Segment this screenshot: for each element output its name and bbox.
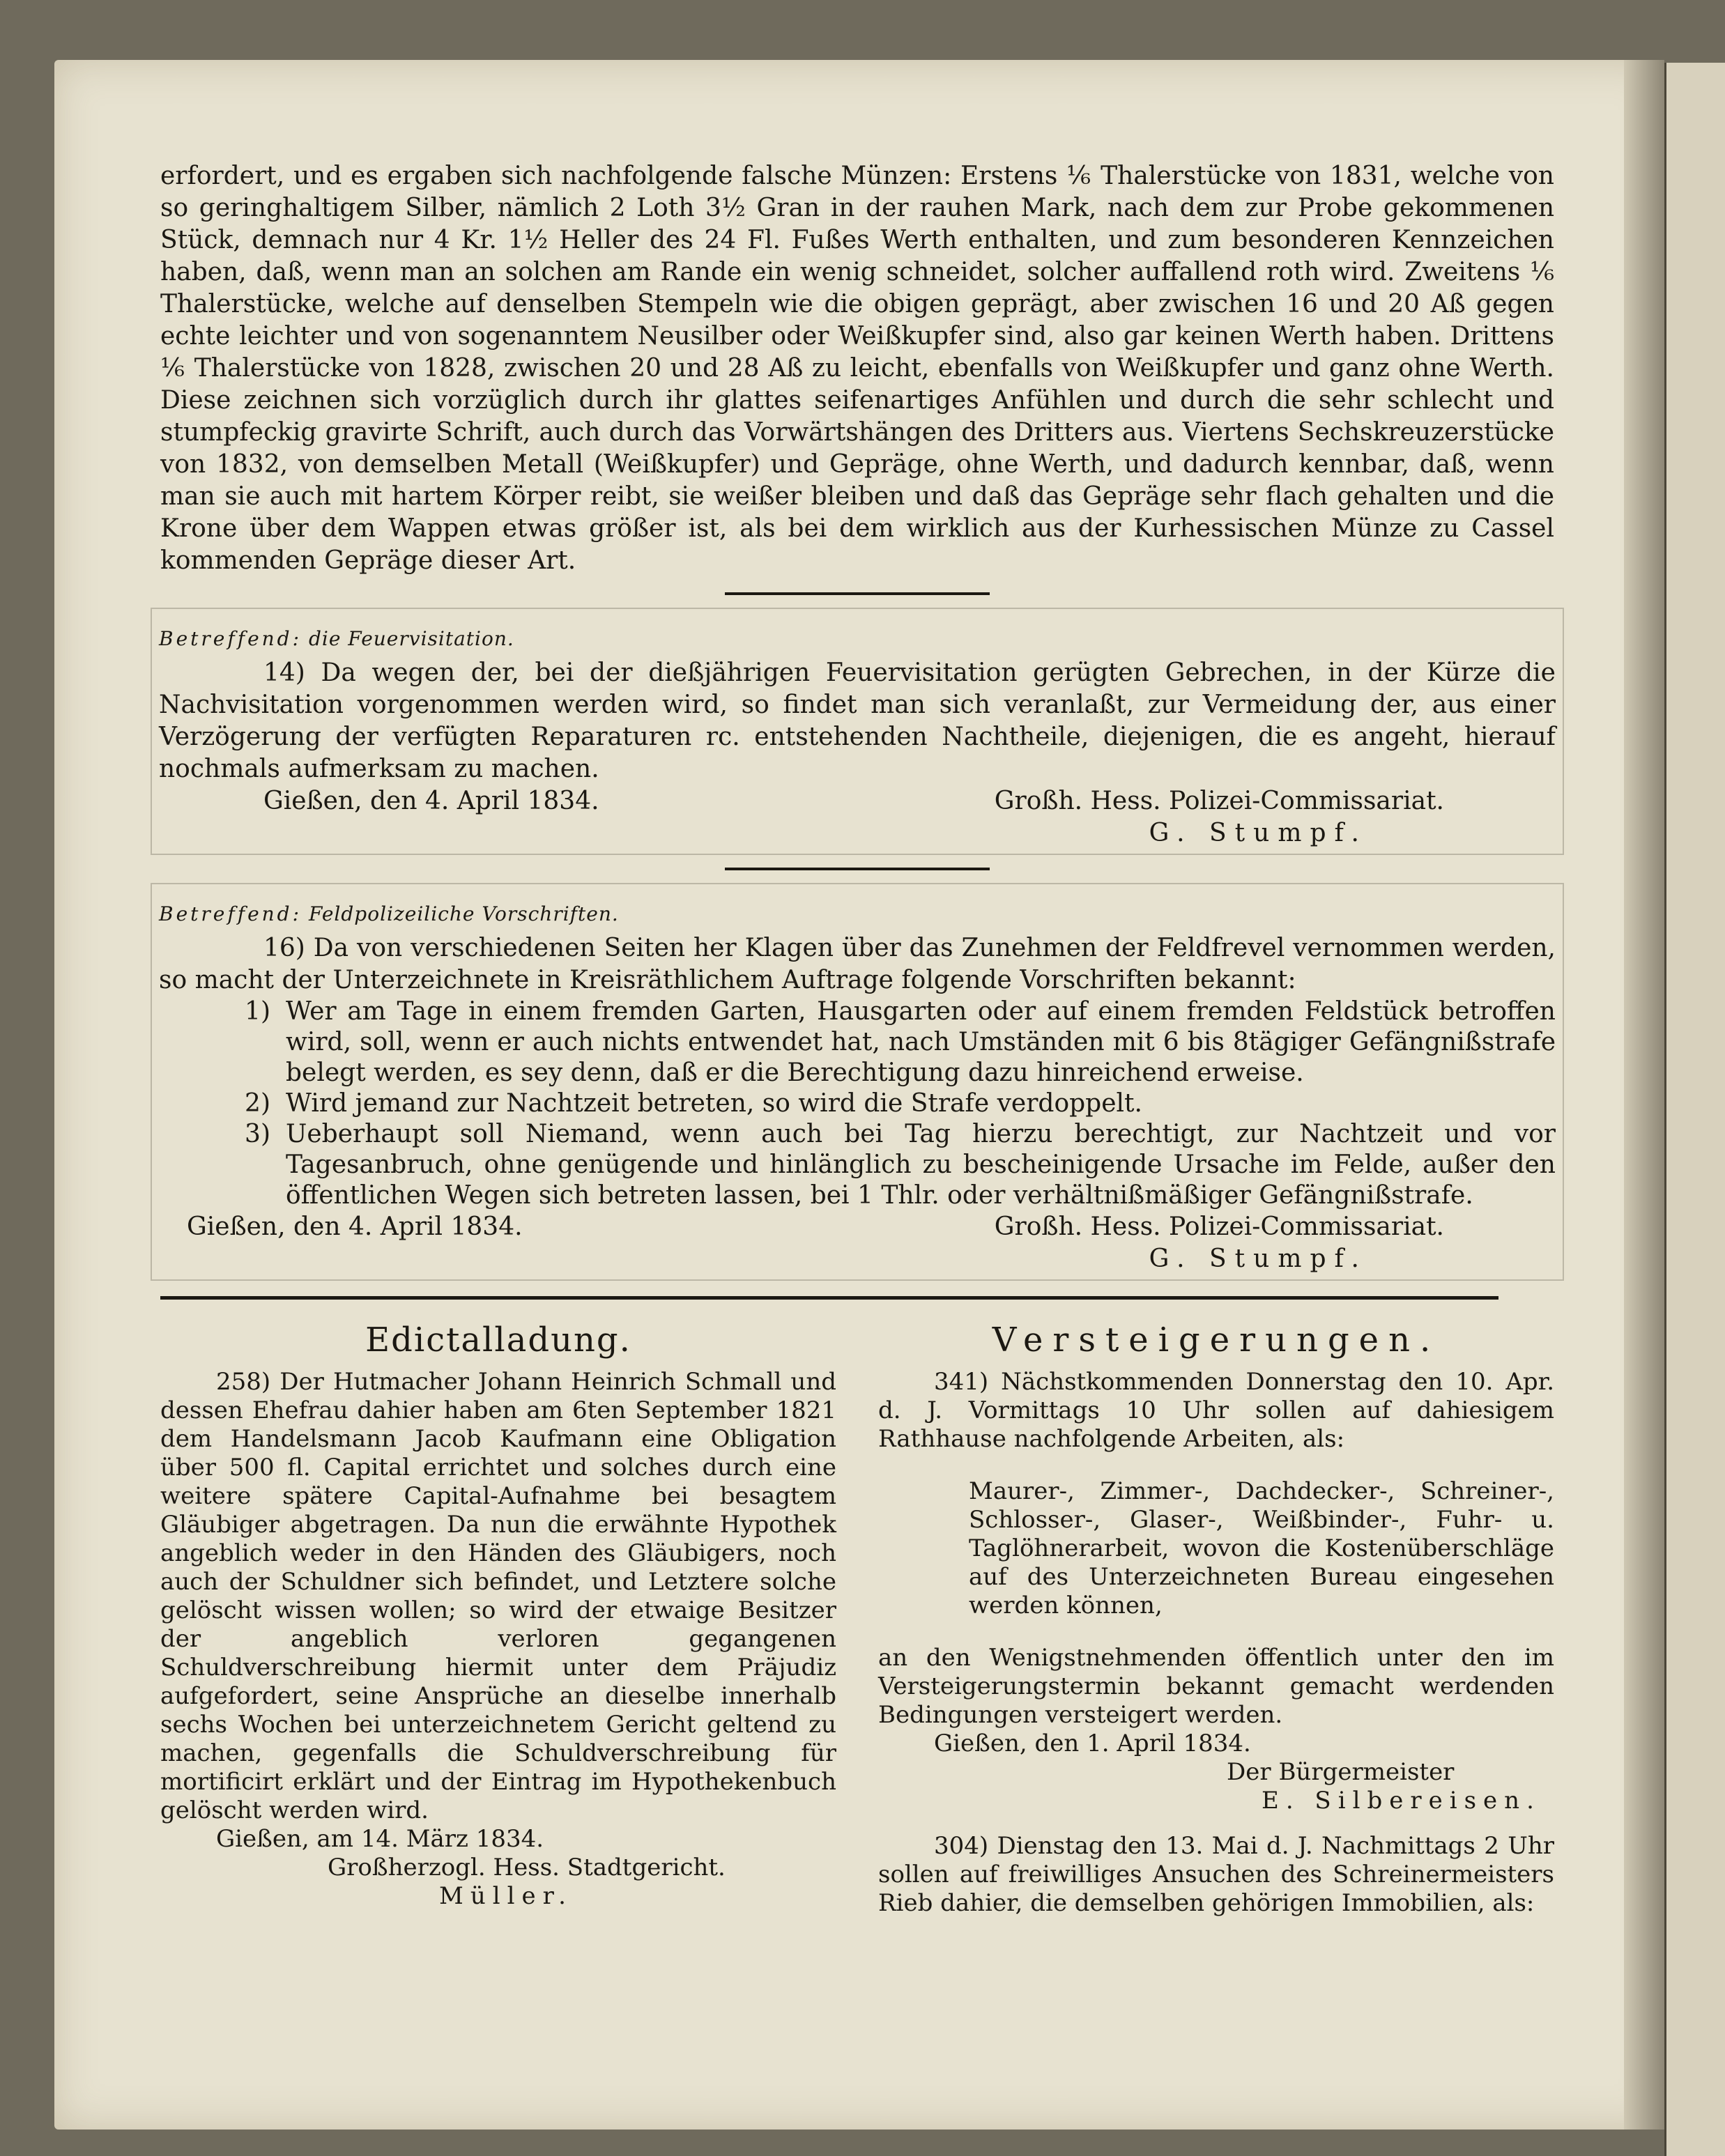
- authority: Großherzogl. Hess. Stadtgericht.: [328, 1854, 726, 1881]
- signature-row: [159, 1211, 1556, 1243]
- page-content: [160, 160, 1554, 1918]
- signer-name: E. Silbereisen.: [1262, 1787, 1541, 1815]
- list-item: [159, 996, 1556, 1088]
- page-gutter: [1624, 60, 1664, 2130]
- auction-intro: 341) Nächstkommenden Donnerstag den 10. Apr. d. J. Vormittags 10 Uhr sollen auf dahiesigem Rathhause nachfolgende Arbeiten, als:: [878, 1368, 1554, 1453]
- notice-body: 14) Da wegen der, bei der dießjährigen Feuervisitation gerügten Gebrechen, in der Kürze die Nachvisitation vorgenommen werden wird, so findet man sich veranlaßt, zur Vermeidung der, aus einer Verzögerung der verfügten Reparaturen rc. entstehenden Nachtheile, diejenigen, die es angeht, hierauf nochmals aufmerksam zu machen.: [159, 659, 1556, 783]
- signature-row: [159, 785, 1556, 817]
- column-heading: Versteigerungen.: [992, 1320, 1441, 1360]
- adjacent-page-edge: [1664, 63, 1725, 2156]
- item-text: Ueberhaupt soll Niemand, wenn auch bei Tag hierzu berechtigt, zur Nachtzeit und vor Tagesanbruch, ohne genügende und hinlänglich zu bescheinigende Ursache im Felde, außer den öffentlichen Wegen sich betreten lassen, bei 1 Thlr. oder verhältnißmäßiger Gefängnißstrafe.: [286, 1120, 1556, 1210]
- section-rule: [160, 1296, 1498, 1300]
- column-heading: Edictalladung.: [365, 1320, 631, 1360]
- auction-second-notice: 304) Dienstag den 13. Mai d. J. Nachmittags 2 Uhr sollen auf freiwilliges Ansuchen des Schreinermeisters Rieb dahier, die demselben gehörigen Immobilien, als:: [878, 1832, 1554, 1917]
- notice-subject: [159, 627, 1556, 650]
- signer-name: G. Stumpf.: [1149, 1245, 1367, 1273]
- authority: Großh. Hess. Polizei-Commissariat.: [994, 1212, 1444, 1241]
- list-item: [159, 1119, 1556, 1211]
- item-number: 3): [245, 1120, 270, 1148]
- section-divider: [725, 592, 990, 595]
- subject-key: Betreffend:: [159, 902, 302, 925]
- subject-key: Betreffend:: [159, 627, 302, 650]
- subject-text: Feldpolizeiliche Vorschriften.: [308, 902, 619, 925]
- item-number: 1): [245, 997, 270, 1026]
- intro-paragraph: erfordert, und es ergaben sich nachfolgende falsche Münzen: Erstens ⅙ Thalerstücke von 1831, welche von so geringhaltigem Silber, nämlich 2 Loth 3½ Gran in der rauhen Mark, nach dem zur Probe gekommenen Stück, demnach nur 4 Kr. 1½ Heller des 24 Fl. Fußes Werth enthalten, und zum besonderen Kennzeichen haben, daß, wenn man an solchen am Rande ein wenig schneidet, solcher auffallend roth wird. Zweitens ⅙ Thalerstücke, welche auf denselben Stempeln wie die obigen geprägt, aber zwischen 16 und 20 Aß gegen echte leichter und von sogenanntem Neusilber oder Weißkupfer sind, also gar keinen Werth haben. Drittens ⅙ Thalerstücke von 1828, zwischen 20 und 28 Aß zu leicht, ebenfalls von Weißkupfer und ganz ohne Werth. Diese zeichnen sich vorzüglich durch ihr glattes seifenartiges Anfühlen und durch die sehr schlecht und stumpfeckig gravirte Schrift, auch durch das Vorwärtshängen des Dritters aus. Viertens Sechskreuzerstücke von 1832, von demselben Metall (Weißkupfer) und Gepräge, ohne Werth, und dadurch kennbar, daß, wenn man sie auch mit hartem Körper reibt, sie weißer bleiben und daß das Gepräge sehr flach gehalten und die Krone über dem Wappen etwas größer ist, als bei dem wirklich aus der Kurhessischen Münze zu Cassel kommenden Gepräge dieser Art.: [160, 162, 1554, 575]
- item-text: Wer am Tage in einem fremden Garten, Hausgarten oder auf einem fremden Feldstück betroffen wird, soll, wenn er auch nichts entwendet hat, nach Umständen mit 6 bis 8tägiger Gefängnißstrafe belegt werden, es sey denn, daß er die Berechtigung dazu hinreichend erweise.: [286, 997, 1556, 1087]
- auction-trades: Maurer-, Zimmer-, Dachdecker-, Schreiner-, Schlosser-, Glaser-, Weißbinder-, Fuhr- u. Taglöhnerarbeit, wovon die Kostenüberschläge auf des Unterzeichneten Bureau eingesehen werden können,: [969, 1477, 1554, 1619]
- column-versteigerungen: [878, 1320, 1554, 1918]
- place-date: Gießen, den 4. April 1834.: [187, 1212, 523, 1241]
- place-date: Gießen, den 4. April 1834.: [263, 787, 599, 815]
- authority: Großh. Hess. Polizei-Commissariat.: [994, 787, 1444, 815]
- list-item: [159, 1088, 1556, 1119]
- section-divider: [725, 868, 990, 870]
- signer-name: Müller.: [439, 1882, 573, 1910]
- notice-feldpolizei: [151, 883, 1564, 1281]
- auction-outro: an den Wenigstnehmenden öffentlich unter den im Versteigerungstermin bekannt gemacht werdenden Bedingungen versteigert werden.: [878, 1644, 1554, 1729]
- regulations-list: [159, 996, 1556, 1211]
- place-date: Gießen, am 14. März 1834.: [216, 1825, 544, 1853]
- item-number: 2): [245, 1089, 270, 1118]
- authority: Der Bürgermeister: [1227, 1758, 1455, 1786]
- notice-subject: [159, 902, 1556, 925]
- item-text: Wird jemand zur Nachtzeit betreten, so wird die Strafe verdoppelt.: [286, 1089, 1142, 1118]
- column-body: 258) Der Hutmacher Johann Heinrich Schmall und dessen Ehefrau dahier haben am 6ten September 1821 dem Handelsmann Jacob Kaufmann eine Obligation über 500 fl. Capital errichtet und solches durch eine weitere spätere Capital-Aufnahme bei besagtem Gläubiger abgetragen. Da nun die erwähnte Hypothek angeblich weder in den Händen des Gläubigers, noch auch der Schuldner sich befindet, und Letztere solche gelöscht wissen wollen; so wird der etwaige Besitzer der angeblich verloren gegangenen Schuldverschreibung hiermit unter dem Präjudiz aufgefordert, seine Ansprüche an dieselbe innerhalb sechs Wochen bei unterzeichnetem Gericht geltend zu machen, gegenfalls die Schuldverschreibung für mortificirt erklärt und der Eintrag im Hypothekenbuch gelöscht werden wird.: [160, 1368, 836, 1824]
- subject-text: die Feuervisitation.: [308, 627, 514, 650]
- notice-body: 16) Da von verschiedenen Seiten her Klagen über das Zunehmen der Feldfrevel vernommen werden, so macht der Unterzeichnete in Kreisräthlichem Auftrage folgende Vorschriften bekannt:: [159, 934, 1556, 994]
- signer-name: G. Stumpf.: [1149, 819, 1367, 847]
- place-date: Gießen, den 1. April 1834.: [934, 1730, 1251, 1757]
- notice-feuervisitation: [151, 608, 1564, 855]
- two-column-section: [160, 1320, 1554, 1918]
- column-edictalladung: [160, 1320, 836, 1918]
